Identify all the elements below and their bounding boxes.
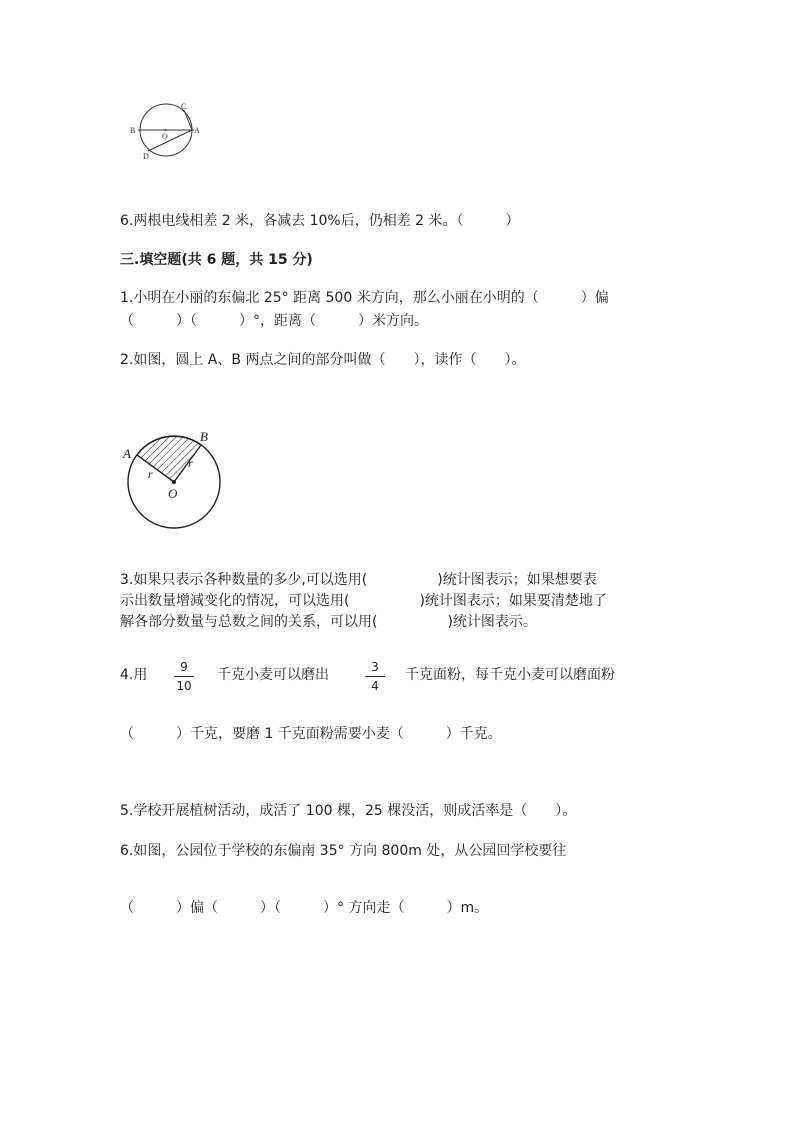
fill-q3-line2: 示出数量增减变化的情况，可以选用( )统计图表示；如果要清楚地了	[120, 593, 607, 609]
figure1-label-o: O	[162, 132, 168, 141]
figure1-center-dot	[165, 129, 167, 131]
section-title: 三.填空题(共 6 题，共 15 分)	[120, 252, 313, 268]
fill-q5: 5.学校开展植树活动，成活了 100 棵，25 棵没活，则成活率是（ ）。	[120, 803, 577, 819]
figure1-chord-ac	[184, 110, 192, 130]
fill-q6-line1: 6.如图，公园位于学校的东偏南 35° 方向 800m 处，从公园回学校要往	[120, 843, 567, 859]
judge-question-6: 6.两根电线相差 2 米，各减去 10%后，仍相差 2 米。（ ）	[120, 213, 520, 229]
circle-figure-1	[128, 102, 208, 162]
figure2-label-r-right: r	[188, 456, 193, 470]
fill-q4-suffix: 千克面粉，每千克小麦可以磨面粉	[405, 667, 615, 683]
fraction-3-4	[365, 660, 385, 693]
figure2-label-o: O	[168, 486, 178, 501]
figure1-label-b: B	[130, 126, 136, 135]
fraction-9-10	[174, 660, 194, 693]
fill-q4-line2: （ ）千克，要磨 1 千克面粉需要小麦（ ）千克。	[120, 726, 502, 742]
fraction-9-10-denominator: 10	[176, 679, 192, 693]
figure1-label-a: A	[194, 126, 200, 135]
figure2-label-a: A	[123, 446, 131, 461]
figure2-label-r-left: r	[148, 467, 153, 481]
figure1-label-d: D	[143, 152, 149, 161]
figure1-label-c: C	[181, 102, 187, 111]
fraction-3-4-denominator: 4	[371, 679, 379, 693]
fill-q2: 2.如图，圆上 A、B 两点之间的部分叫做（ ），读作（ ）。	[120, 352, 526, 368]
figure2-label-b: B	[200, 429, 208, 444]
fill-q1-line2: （ ）（ ）°，距离（ ）米方向。	[120, 313, 428, 329]
fill-q4-mid: 千克小麦可以磨出	[217, 667, 329, 683]
fill-q3-line1: 3.如果只表示各种数量的多少,可以选用( )统计图表示；如果想要表	[120, 572, 597, 588]
fraction-3-4-numerator: 3	[371, 660, 379, 674]
fill-q3-line3: 解各部分数量与总数之间的关系，可以用( )统计图表示。	[120, 614, 537, 630]
fill-q4-prefix: 4.用	[120, 667, 148, 683]
figure2-center-dot	[172, 480, 176, 484]
fill-q1-line1: 1.小明在小丽的东偏北 25° 距离 500 米方向，那么小丽在小明的（ ）偏	[120, 290, 609, 306]
sector-figure	[118, 424, 228, 529]
fraction-9-10-numerator: 9	[180, 660, 188, 674]
fill-q6-line2: （ ）偏（ ）（ ）° 方向走（ ）m。	[120, 900, 489, 916]
